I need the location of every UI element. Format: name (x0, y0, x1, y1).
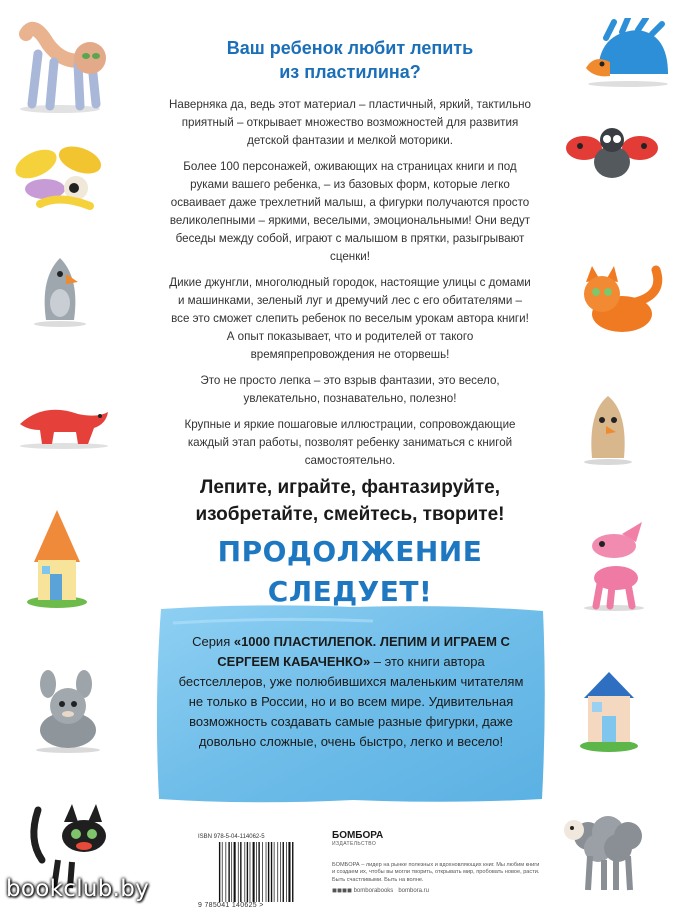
site-watermark: bookclub.by (6, 876, 150, 902)
plasticine-ladybug-figure (562, 122, 662, 184)
plasticine-orange-cat-figure (566, 264, 666, 336)
publisher-social: bomborabooks (353, 888, 394, 895)
barcode (198, 842, 318, 902)
publisher-block (332, 830, 542, 894)
plasticine-sheep-figure (558, 806, 658, 894)
plasticine-house-figure (24, 506, 90, 610)
publisher-logo: БОМБОРА (332, 830, 384, 841)
slogan (140, 474, 560, 528)
publisher-subtitle: ИЗДАТЕЛЬСТВО (332, 841, 377, 847)
barcode-digits: 9 785041 140625 > (198, 902, 264, 909)
paragraph-3: Дикие джунгли, многолюдный городок, настоящие улицы с домами и машинками, зеленый луг и дремучий лес с его обитателями – все это сможет слепить ребенок по веселым урокам автора книги! А опыт показывает, что и родителей от такого времяпрепровождения не оторвешь! (169, 276, 531, 361)
paragraph-4: Это не просто лепка – это взрыв фантазии, это весело, увлекательно, познавательно, полезно! (200, 374, 500, 405)
headline (150, 36, 550, 84)
plasticine-mouse-figure (28, 670, 108, 754)
plasticine-dragonfly-figure (10, 134, 110, 214)
plasticine-dinosaur-figure (14, 394, 114, 450)
isbn-label: ISBN 978-5-04-114062-5 (198, 834, 265, 840)
plasticine-blue-house-figure (578, 668, 640, 752)
series-name: «1000 ПЛАСТИЛЕПОК. ЛЕПИМ И ИГРАЕМ С СЕРГЕЕМ КАБАЧЕНКО» (217, 634, 510, 669)
paragraph-1: Наверняка да, ведь этот материал – пластичный, яркий, тактильно приятный – открывает множество возможностей для развития детской фантазии и мелкой моторики. (169, 98, 531, 147)
plasticine-mushroom-figure (578, 392, 638, 466)
series-rest: – это книги автора бестселлеров, уже полюбившихся маленьким читателям не только в России, но и во всем мире. Удивительная возможность создавать самые разные фигурки, даже довольно сложные, очень быстро, легко и весело! (178, 654, 524, 749)
paragraph-5: Крупные и яркие пошаговые иллюстрации, сопровождающие каждый этап работы, позволят ребенку заниматься с книгой самостоятельно. (184, 418, 516, 467)
series-prefix: Серия (192, 634, 234, 649)
description-text (168, 96, 532, 478)
continuation-banner: ПРОДОЛЖЕНИЕ СЛЕДУЕТ! (217, 535, 483, 608)
plasticine-hedgehog-figure (578, 18, 678, 88)
plasticine-pink-dog-figure (570, 520, 656, 612)
series-description (176, 632, 526, 752)
social-icons: ◼◼◼◼ (332, 888, 354, 895)
slogan-line-2: изобретайте, смейтесь, творите! (195, 504, 505, 525)
plasticine-cat-figure (8, 14, 113, 114)
paragraph-2: Более 100 персонажей, оживающих на страницах книги и под руками вашего ребенка, – из базовых форм, которые легко осваивает даже трехлетний малыш, а фигурки получаются просто великолепными – яркими, веселыми, эмоциональными! Они ведут беседы между собой, играют с малышом в прятки, разыгрывают сценки! (169, 160, 531, 263)
plasticine-penguin-figure (30, 248, 90, 328)
publisher-site: bombora.ru (398, 888, 429, 895)
headline-line-1: Ваш ребенок любит лепить (226, 38, 474, 58)
headline-line-2: из пластилина? (279, 62, 421, 82)
publisher-links (332, 887, 542, 894)
slogan-line-1: Лепите, играйте, фантазируйте, (199, 477, 500, 498)
publisher-description: БОМБОРА – лидер на рынке полезных и вдохновляющих книг. Мы любим книги и создаем их, чтобы вы могли творить, открывать мир, пробовать новое, расти. Быть счастливыми. Быть на волне. (332, 862, 540, 883)
